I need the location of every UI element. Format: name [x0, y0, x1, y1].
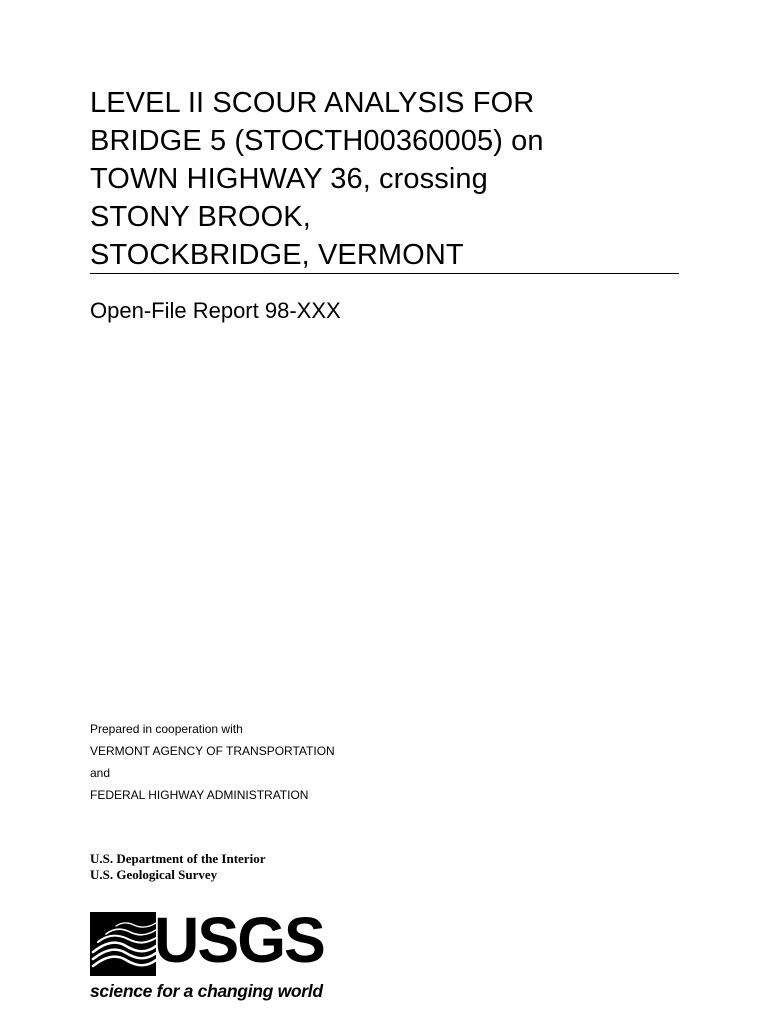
report-title [90, 84, 690, 274]
title-line-2: BRIDGE 5 (STOCTH00360005) on [90, 125, 544, 157]
cooperation-statement [90, 718, 335, 806]
title-divider [90, 273, 679, 274]
survey-name: U.S. Geological Survey [90, 867, 218, 882]
usgs-wave-icon [90, 912, 156, 976]
title-line-5: STOCKBRIDGE, VERMONT [90, 239, 464, 271]
title-line-1: LEVEL II SCOUR ANALYSIS FOR [90, 87, 535, 119]
cooperating-agency-fhwa: FEDERAL HIGHWAY ADMINISTRATION [90, 788, 309, 802]
usgs-logo [88, 904, 338, 1006]
usgs-wordmark: USGS [154, 904, 324, 976]
cooperation-conjunction: and [90, 766, 111, 780]
cooperation-intro: Prepared in cooperation with [90, 722, 243, 736]
department-name: U.S. Department of the Interior [90, 851, 266, 866]
publisher-block [90, 851, 265, 883]
usgs-tagline: science for a changing world [90, 981, 323, 1001]
report-number: Open-File Report 98-XXX [90, 298, 341, 323]
cooperating-agency-vtrans: VERMONT AGENCY OF TRANSPORTATION [90, 744, 335, 758]
title-line-3: TOWN HIGHWAY 36, crossing [90, 163, 488, 195]
title-line-4: STONY BROOK, [90, 201, 311, 233]
